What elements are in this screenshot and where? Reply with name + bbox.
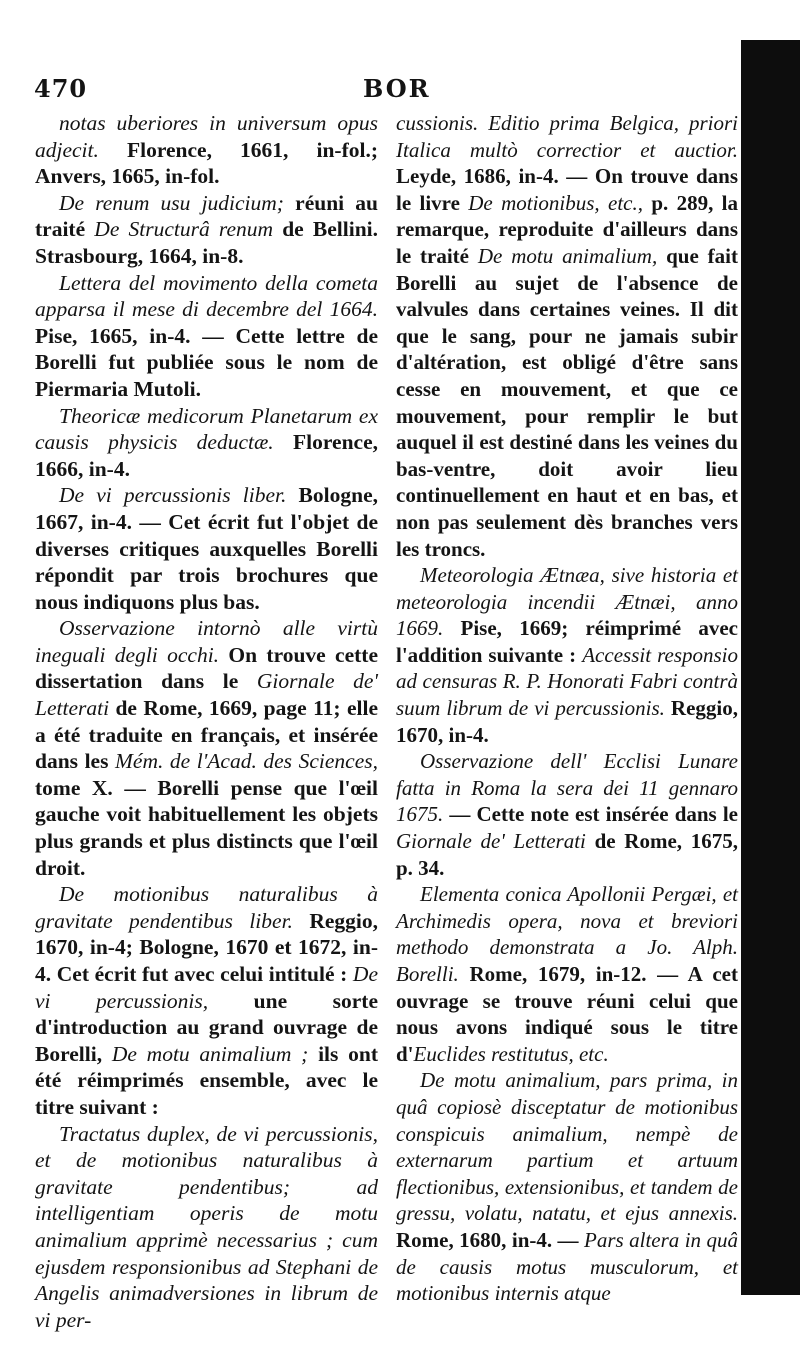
- body-text: Pise, 1665, in-4. — Cette lettre de Borelli fut publiée sous le nom de Piermaria Mutoli.: [35, 323, 378, 401]
- italic-title-text: Tractatus duplex, de vi percussionis, et de motionibus naturalibus à gravitate pendentibus; ad intelligentiam operis de motu animalium apprimè necessarius ; cum ejusdem responsionibus ad Stephani de Angelis animadversiones in librum de vi per-: [35, 1121, 378, 1332]
- body-text: Bologne, 1667, in-4. — Cet écrit fut l'objet de diverses critiques auxquelles Borelli répondit par trois brochures que nous indiquons plus bas.: [35, 483, 378, 614]
- bibliography-entry: [35, 881, 378, 1120]
- italic-title-text: cussionis. Editio prima Belgica, priori Italica multò correctior et auctior.: [396, 111, 738, 162]
- italic-title-text: De motionibus, etc.,: [468, 190, 643, 215]
- body-text: réuni au traité: [35, 190, 378, 242]
- body-text: Rome, 1679, in-12. — A cet ouvrage se trouve réuni celui que nous avons indiqué sous le titre d': [396, 962, 738, 1066]
- body-text: Reggio, 1670, in-4; Bologne, 1670 et 1672, in-4. Cet écrit fut avec celui intitulé :: [35, 908, 379, 986]
- italic-title-text: De renum usu judicium;: [59, 190, 284, 215]
- italic-title-text: Giornale de' Letterati: [35, 669, 378, 721]
- body-text: tome X. — Borelli pense que l'œil gauche voit habituellement les objets plus grands et plus distincts que l'œil droit.: [35, 775, 378, 880]
- page-header: [34, 74, 734, 108]
- italic-title-text: Mém. de l'Acad. des Sciences,: [115, 749, 378, 774]
- left-column: [35, 110, 378, 1333]
- body-text: Leyde, 1686, in-4. — On trouve dans le livre: [396, 164, 738, 215]
- bibliography-entry: [35, 403, 378, 483]
- right-column: [396, 110, 738, 1307]
- bibliography-entry: [396, 110, 738, 562]
- body-text: Florence, 1661, in-fol.; Anvers, 1665, in-fol.: [35, 137, 378, 189]
- page-number: 470: [34, 74, 88, 103]
- italic-title-text: Osservazione dell' Ecclisi Lunare fatta in Roma la sera dei 11 gennaro 1675.: [396, 749, 738, 827]
- bibliography-entry: [35, 615, 378, 881]
- body-text: de Bellini. Strasbourg, 1664, in-8.: [35, 217, 378, 268]
- italic-title-text: Lettera del movimento della cometa apparsa il mese di decembre del 1664.: [35, 270, 378, 322]
- italic-title-text: De vi percussionis liber.: [59, 483, 287, 508]
- italic-title-text: Pars altera in quâ de causis motus musculorum, et motionibus internis atque: [396, 1227, 738, 1306]
- italic-title-text: Osservazione intornò alle virtù ineguali degli occhi.: [35, 616, 378, 667]
- bibliography-entry: [35, 1121, 378, 1334]
- body-text: une sorte d'introduction au grand ouvrage de Borelli,: [35, 988, 378, 1066]
- italic-title-text: Giornale de' Letterati: [396, 829, 586, 854]
- body-text: que fait Borelli au sujet de l'absence de valvules dans certaines veines. Il dit que le sang, pour ne jamais subir d'altération, est obligé d'être sans cesse en mouvement, et que ce mouvement, pour remplir le but auquel il est destiné dans les veines du bas-ventre, doit avoir lieu continuellement en haut et en bas, et non pas seulement dès branches vers les troncs.: [396, 243, 738, 561]
- italic-title-text: Accessit responsio ad censuras R. P. Honorati Fabri contrà suum librum de vi percussionis.: [396, 642, 738, 721]
- italic-title-text: Meteorologia Ætnæa, sive historia et meteorologia incendii Ætnæi, anno 1669.: [396, 563, 738, 641]
- bibliography-entry: [35, 110, 378, 190]
- body-text: On trouve cette dissertation dans le: [35, 642, 378, 694]
- body-text: Reggio, 1670, in-4.: [396, 696, 739, 747]
- body-text: Florence, 1666, in-4.: [35, 430, 378, 481]
- italic-title-text: De motionibus naturalibus à gravitate pendentibus liber.: [35, 882, 378, 933]
- scan-edge-shadow: [741, 40, 800, 1295]
- body-text: Pise, 1669; réimprimé avec l'addition suivante :: [396, 616, 738, 667]
- bibliography-entry: [396, 1067, 738, 1306]
- body-text: p. 289, la remarque, reproduite d'ailleurs dans le traité: [396, 190, 739, 268]
- body-text: — Cette note est insérée dans le: [443, 802, 738, 827]
- italic-title-text: Euclides restitutus, etc.: [413, 1041, 609, 1066]
- italic-title-text: De motu animalium,: [477, 243, 658, 268]
- bibliography-entry: [35, 270, 378, 403]
- body-text: de Rome, 1669, page 11; elle a été traduite en français, et insérée dans les: [35, 696, 378, 774]
- running-head: BOR: [363, 74, 431, 103]
- body-text: Rome, 1680, in-4. —: [396, 1227, 584, 1252]
- bibliography-entry: [35, 190, 378, 270]
- italic-title-text: Theoricæ medicorum Planetarum ex causis physicis deductæ.: [35, 403, 378, 455]
- italic-title-text: Elementa conica Apollonii Pergæi, et Archimedis opera, nova et breviori methodo demonstrata a Jo. Alph. Borelli.: [396, 882, 738, 986]
- bibliography-entry: [396, 881, 738, 1067]
- bibliography-entry: [35, 482, 378, 615]
- italic-title-text: De Structurâ renum: [94, 217, 274, 242]
- bibliography-entry: [396, 562, 738, 748]
- body-text: ils ont été réimprimés ensemble, avec le titre suivant :: [35, 1041, 378, 1119]
- body-text: de Rome, 1675, p. 34.: [396, 829, 738, 880]
- italic-title-text: De vi percussionis,: [35, 962, 378, 1013]
- italic-title-text: De motu animalium ;: [111, 1041, 309, 1066]
- italic-title-text: notas uberiores in universum opus adjecit.: [35, 111, 378, 162]
- italic-title-text: De motu animalium, pars prima, in quâ copiosè disceptatur de motionibus conspicuis animalium, nempè de externarum partium et artuum flectionibus, extensionibus, et tandem de gressu, volatu, natatu, et ejus annexis.: [396, 1068, 738, 1226]
- bibliography-entry: [396, 748, 738, 881]
